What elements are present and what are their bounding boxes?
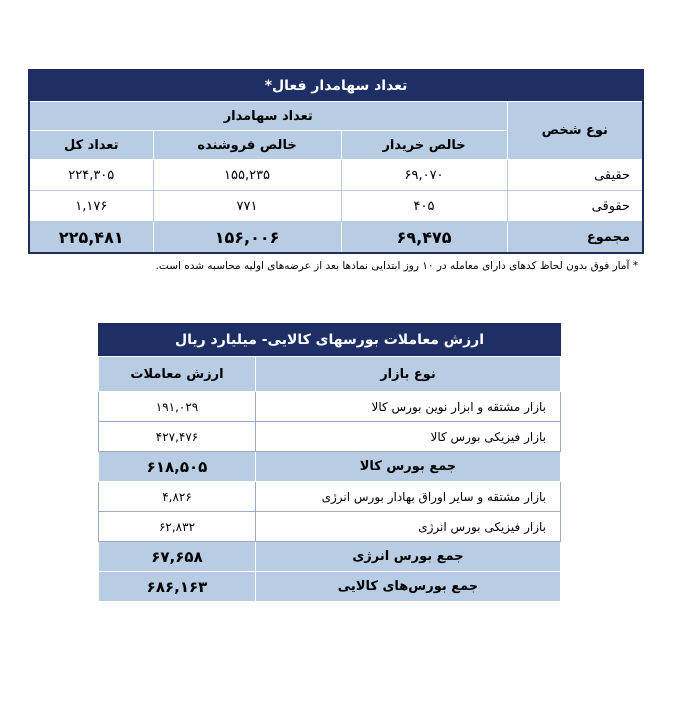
- table-title: ارزش معاملات بورسهای کالایی- میلیارد ریال: [99, 324, 561, 357]
- header-person-type: نوع شخص: [507, 102, 643, 160]
- net-seller-value: ۷۷۱: [153, 191, 341, 222]
- header-market-type: نوع بازار: [256, 357, 561, 392]
- net-seller-value: ۱۵۵,۲۳۵: [153, 160, 341, 191]
- row-label: حقوقی: [507, 191, 643, 222]
- total-row: [99, 542, 561, 572]
- trade-value: ۴,۸۲۶: [99, 482, 256, 512]
- header-shareholders: تعداد سهامدار: [29, 102, 507, 131]
- net-buyer-value: ۴۰۵: [341, 191, 507, 222]
- trade-value: ۴۲۷,۴۷۶: [99, 422, 256, 452]
- table-row: [99, 392, 561, 422]
- net-buyer-value: ۶۹,۰۷۰: [341, 160, 507, 191]
- total-value: ۲۲۴,۳۰۵: [29, 160, 153, 191]
- row-label: حقیقی: [507, 160, 643, 191]
- active-shareholders-table: [28, 69, 644, 254]
- table-row: [99, 482, 561, 512]
- market-label: بازار فیزیکی بورس کالا: [256, 422, 561, 452]
- trade-value: ۱۹۱,۰۲۹: [99, 392, 256, 422]
- trade-value: ۶۱۸,۵۰۵: [99, 452, 256, 482]
- trade-value: ۶۷,۶۵۸: [99, 542, 256, 572]
- market-label: جمع بورس انرژی: [256, 542, 561, 572]
- header-trade-value: ارزش معاملات: [99, 357, 256, 392]
- sum-label: مجموع: [507, 222, 643, 254]
- table-title: تعداد سهامدار فعال*: [29, 70, 643, 102]
- total-row: [99, 572, 561, 602]
- market-label: جمع بورس کالا: [256, 452, 561, 482]
- market-label: بازار فیزیکی بورس انرژی: [256, 512, 561, 542]
- table-row: [29, 191, 643, 222]
- sum-net-buyer: ۶۹,۴۷۵: [341, 222, 507, 254]
- header-total-count: تعداد کل: [29, 131, 153, 160]
- commodity-exchange-table: [98, 323, 561, 602]
- sum-net-seller: ۱۵۶,۰۰۶: [153, 222, 341, 254]
- header-net-seller: خالص فروشنده: [153, 131, 341, 160]
- market-label: بازار مشتقه و ابزار نوین بورس کالا: [256, 392, 561, 422]
- header-net-buyer: خالص خریدار: [341, 131, 507, 160]
- table-row: [29, 160, 643, 191]
- market-label: بازار مشتقه و سایر اوراق بهادار بورس انرژی: [256, 482, 561, 512]
- total-row: [99, 452, 561, 482]
- footnote: * آمار فوق بدون لحاظ کدهای دارای معامله در ۱۰ روز ابتدایی نمادها بعد از عرضه‌های اولیه محاسبه شده است.: [155, 260, 638, 272]
- total-value: ۱,۱۷۶: [29, 191, 153, 222]
- table-row: [99, 422, 561, 452]
- sum-total: ۲۲۵,۴۸۱: [29, 222, 153, 254]
- sum-row: [29, 222, 643, 254]
- trade-value: ۶۲,۸۳۲: [99, 512, 256, 542]
- market-label: جمع بورس‌های کالایی: [256, 572, 561, 602]
- trade-value: ۶۸۶,۱۶۳: [99, 572, 256, 602]
- table-row: [99, 512, 561, 542]
